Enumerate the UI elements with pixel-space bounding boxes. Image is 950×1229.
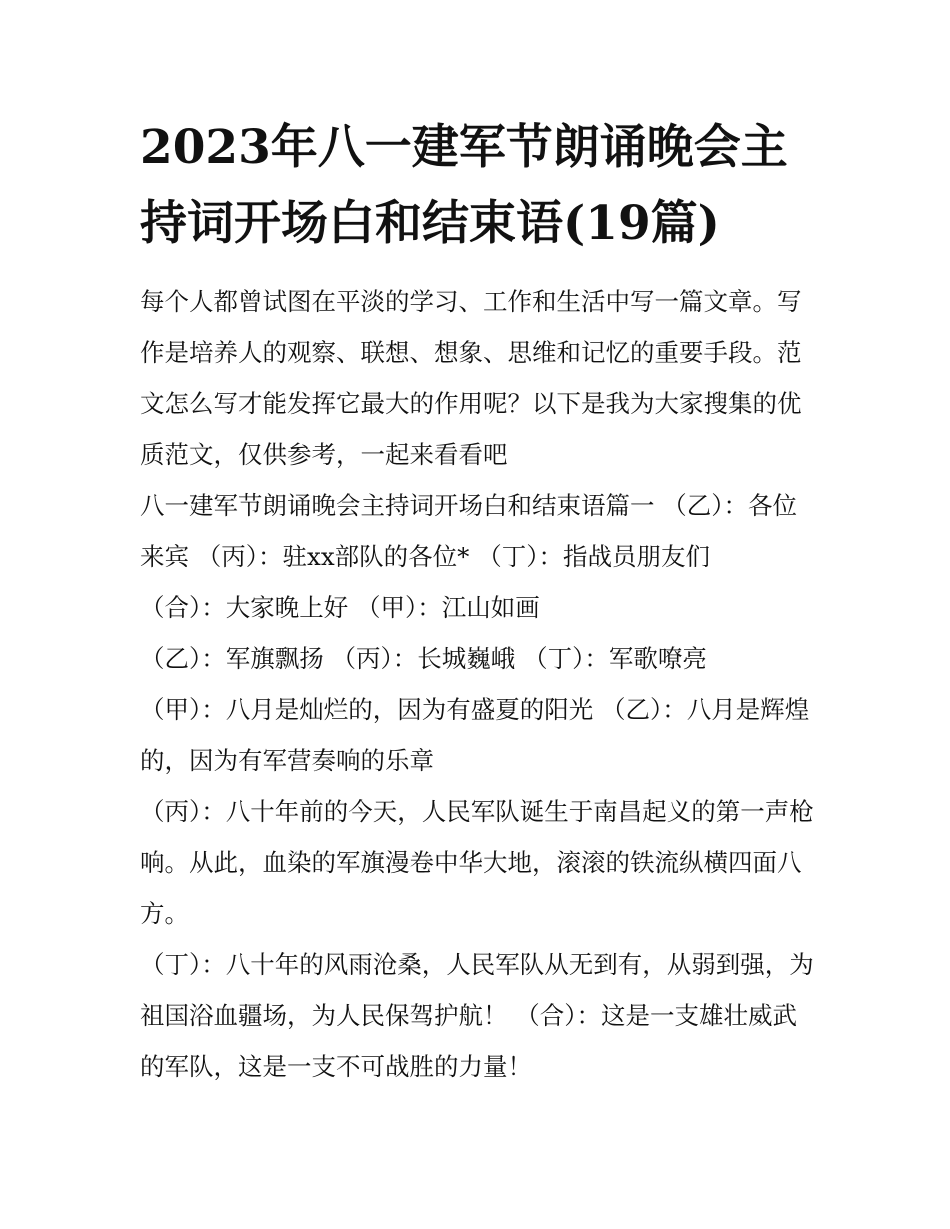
document-body: [140, 276, 820, 1092]
script-paragraph-1: 八一建军节朗诵晚会主持词开场白和结束语篇一 （乙）：各位来宾 （丙）：驻xx部队的各位* （丁）：指战员朋友们: [140, 491, 798, 571]
script-paragraph-2: （合）：大家晚上好 （甲）：江山如画: [140, 593, 540, 622]
script-paragraph-3: （乙）：军旗飘扬 （丙）：长城巍峨 （丁）：军歌嘹亮: [140, 644, 707, 673]
script-paragraph-6: （丁）：八十年的风雨沧桑，人民军队从无到有，从弱到强，为祖国浴血疆场，为人民保驾护航！ （合）：这是一支雄壮威武的军队，这是一支不可战胜的力量！: [140, 950, 814, 1081]
script-paragraph-4: （甲）：八月是灿烂的，因为有盛夏的阳光 （乙）：八月是辉煌的，因为有军营奏响的乐章: [140, 695, 810, 775]
intro-paragraph: 每个人都曾试图在平淡的学习、工作和生活中写一篇文章。写作是培养人的观察、联想、想象、思维和记忆的重要手段。范文怎么写才能发挥它最大的作用呢？以下是我为大家搜集的优质范文，仅供参考，一起来看看吧: [140, 287, 802, 469]
script-paragraph-5: （丙）：八十年前的今天，人民军队诞生于南昌起义的第一声枪响。从此，血染的军旗漫卷中华大地，滚滚的铁流纵横四面八方。: [140, 797, 814, 928]
document-title: 2023年八一建军节朗诵晚会主持词开场白和结束语(19篇): [140, 120, 788, 251]
